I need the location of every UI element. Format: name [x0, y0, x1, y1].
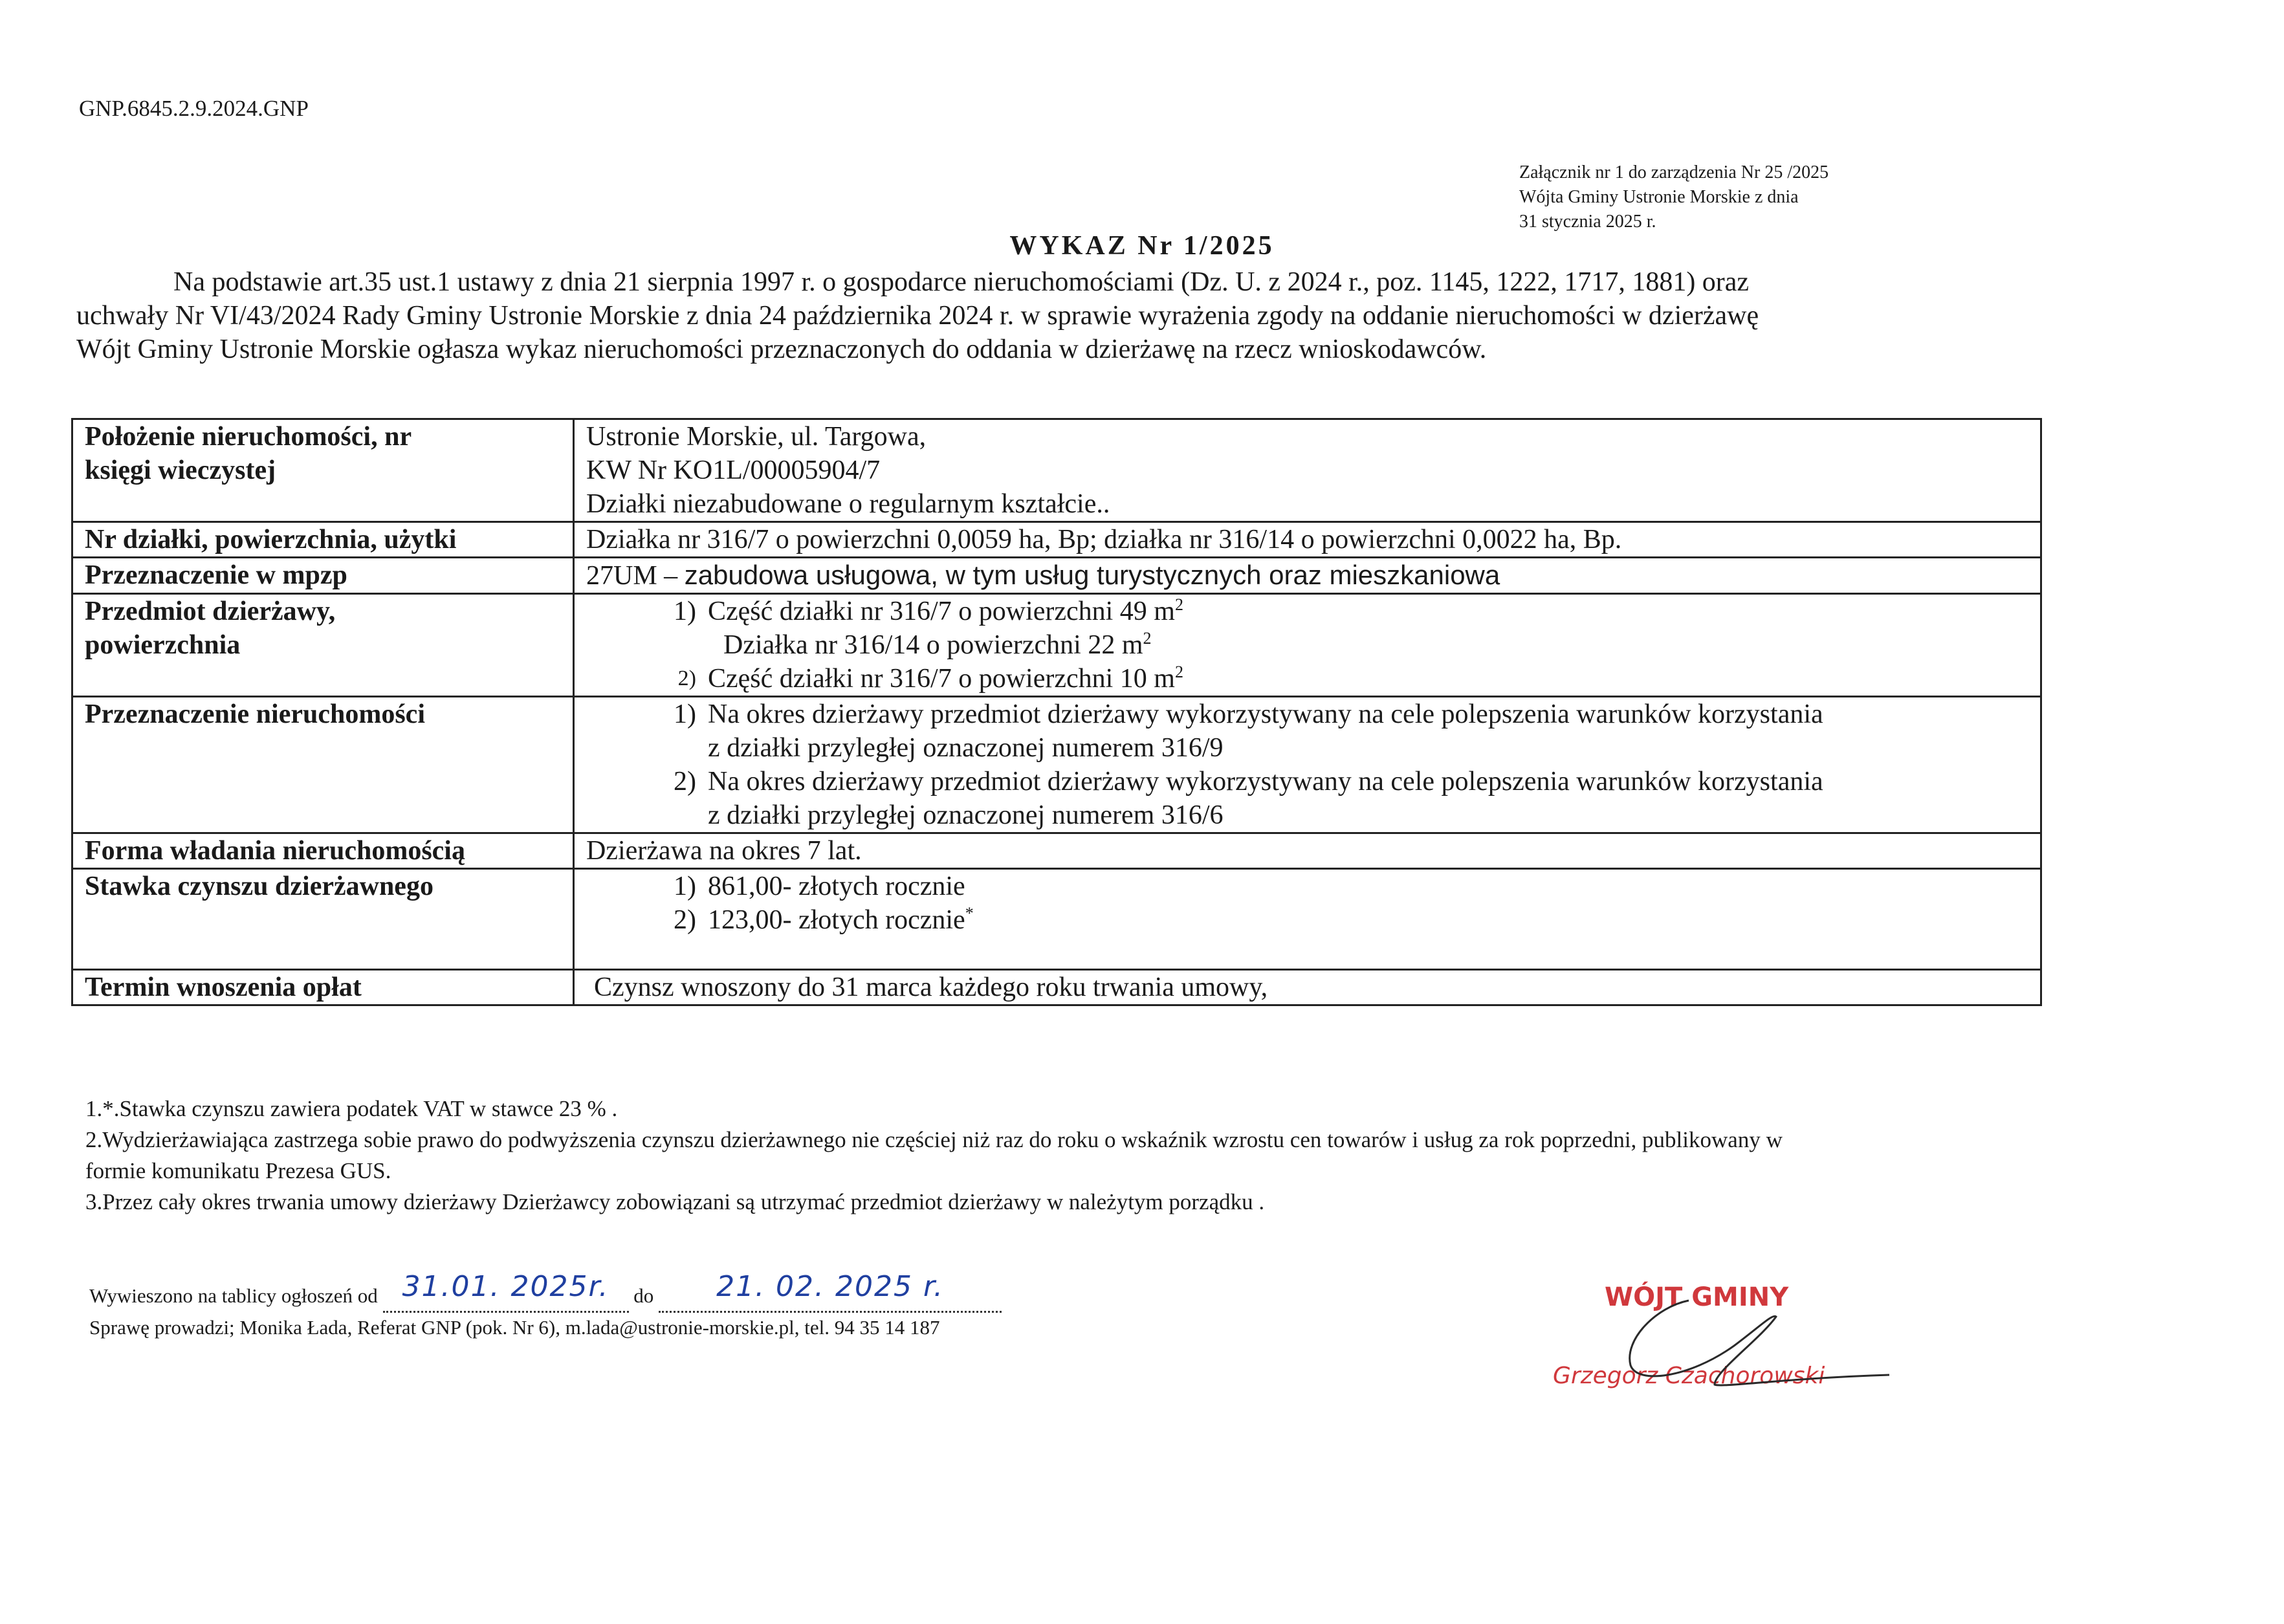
- label-payment: Termin wnoszenia opłat: [72, 970, 574, 1005]
- note-3: 3.Przez cały okres trwania umowy dzierżawy Dzierżawcy zobowiązani są utrzymać przedmiot dzierżawy w należytym porządku .: [85, 1189, 1265, 1214]
- label-rent: Stawka czynszu dzierżawnego: [72, 869, 574, 970]
- row-tenure: [72, 833, 2041, 869]
- note-2-continued: formie komunikatu Prezesa GUS.: [85, 1158, 391, 1183]
- list-item: z działki przyległej oznaczonej numerem 316/9: [708, 733, 1224, 763]
- note-1: 1.*.Stawka czynszu zawiera podatek VAT w stawce 23 % .: [85, 1096, 618, 1121]
- note-2: 2.Wydzierżawiająca zastrzega sobie prawo do podwyższenia czynszu dzierżawnego nie częściej niż raz do roku o wskaźnik wzrostu cen towarów i usług za rok poprzedni, publikowany w: [85, 1127, 1783, 1152]
- label-purpose: Przeznaczenie nieruchomości: [72, 697, 574, 833]
- list-item: z działki przyległej oznaczonej numerem 316/6: [708, 800, 1224, 830]
- posted-to-date: 21. 02. 2025 r.: [716, 1270, 944, 1303]
- annex-line-2: Wójta Gminy Ustronie Morskie z dnia: [1519, 187, 1799, 207]
- document-reference: GNP.6845.2.9.2024.GNP: [79, 96, 309, 121]
- posted-from-date: 31.01. 2025r.: [402, 1270, 609, 1303]
- row-location: [72, 419, 2041, 522]
- zoning-code: 27UM –: [586, 561, 678, 591]
- property-table: [71, 418, 2042, 1006]
- value-subject: [574, 594, 2041, 697]
- value-tenure: Dzierżawa na okres 7 lat.: [574, 833, 2041, 869]
- row-plots: [72, 522, 2041, 558]
- footnotes: [85, 1093, 2188, 1218]
- value-zoning: [574, 558, 2041, 594]
- annex-note: [1519, 160, 1828, 234]
- row-purpose: [72, 697, 2041, 833]
- zoning-description: zabudowa usługowa, w tym usług turystycznych oraz mieszkaniowa: [684, 560, 1500, 590]
- label-zoning: Przeznaczenie w mpzp: [72, 558, 574, 594]
- label-plots: Nr działki, powierzchnia, użytki: [72, 522, 574, 558]
- list-item: 1) Część działki nr 316/7 o powierzchni 49 $m^2$: [674, 595, 1183, 626]
- location-address: Ustronie Morskie, ul. Targowa,: [586, 422, 927, 452]
- value-payment: Czynsz wnoszony do 31 marca każdego roku trwania umowy,: [574, 970, 2041, 1005]
- value-location: [574, 419, 2041, 522]
- list-item: 1) Na okres dzierżawy przedmiot dzierżawy wykorzystywany na cele polepszenia warunków korzystania: [674, 699, 1823, 729]
- row-rent: [72, 869, 2041, 970]
- land-register-number: KW Nr KO1L/00005904/7: [586, 455, 881, 485]
- signature-icon: [1527, 1281, 1928, 1410]
- contact-line: Sprawę prowadzi; Monika Łada, Referat GNP (pok. Nr 6), m.lada@ustronie-morskie.pl, tel. 94 35 14 187: [89, 1316, 940, 1339]
- label-subject: Przedmiot dzierżawy, powierzchnia: [72, 594, 574, 697]
- annex-line-3: 31 stycznia 2025 r.: [1519, 212, 1656, 232]
- page-title: WYKAZ Nr 1/2025: [1009, 231, 1275, 261]
- plot-description: Działki niezabudowane o regularnym kształcie..: [586, 489, 1110, 519]
- list-item: 2) Część działki nr 316/7 o powierzchni 10 $m^2$: [677, 663, 1183, 694]
- stamp-name: Grzegorz Czachorowski: [1553, 1363, 1825, 1389]
- label-tenure: Forma władania nieruchomością: [72, 833, 574, 869]
- list-item: 1) 861,00- złotych rocznie: [674, 872, 965, 901]
- row-subject: [72, 594, 2041, 697]
- intro-paragraph: [76, 265, 2147, 366]
- value-purpose: [574, 697, 2041, 833]
- intro-line-2: uchwały Nr VI/43/2024 Rady Gminy Ustronie Morskie z dnia 24 października 2024 r. w sprawie wyrażenia zgody na oddanie nieruchomości w dzierżawę: [76, 301, 1759, 331]
- posting-dates: Wywieszono na tablicy ogłoszeń od 31.01. 2025r. do 21. 02. 2025 r.: [89, 1278, 1002, 1313]
- posting-info: [89, 1270, 1002, 1343]
- list-item: 2) Na okres dzierżawy przedmiot dzierżawy wykorzystywany na cele polepszenia warunków korzystania: [674, 767, 1823, 796]
- label-location: Położenie nieruchomości, nr księgi wieczystej: [72, 419, 574, 522]
- official-stamp: [1527, 1281, 1928, 1410]
- value-plots: Działka nr 316/7 o powierzchni 0,0059 ha, Bp; działka nr 316/14 o powierzchni 0,0022 ha, Bp.: [574, 522, 2041, 558]
- annex-line-1: Załącznik nr 1 do zarządzenia Nr 25 /2025: [1519, 162, 1829, 182]
- stamp-title: WÓJT GMINY: [1605, 1282, 1789, 1312]
- value-rent: [574, 869, 2041, 970]
- list-item: 2) 123,00- złotych rocznie*: [674, 904, 974, 935]
- intro-line-1: Na podstawie art.35 ust.1 ustawy z dnia 21 sierpnia 1997 r. o gospodarce nieruchomościami (Dz. U. z 2024 r., poz. 1145, 1222, 1717, 1881) oraz: [173, 267, 1750, 297]
- list-item: Działka nr 316/14 o powierzchni 22 $m^2$: [723, 629, 1152, 660]
- intro-line-3: Wójt Gminy Ustronie Morskie ogłasza wykaz nieruchomości przeznaczonych do oddania w dzierżawę na rzecz wnioskodawców.: [76, 335, 1487, 364]
- row-payment: [72, 970, 2041, 1005]
- row-zoning: [72, 558, 2041, 594]
